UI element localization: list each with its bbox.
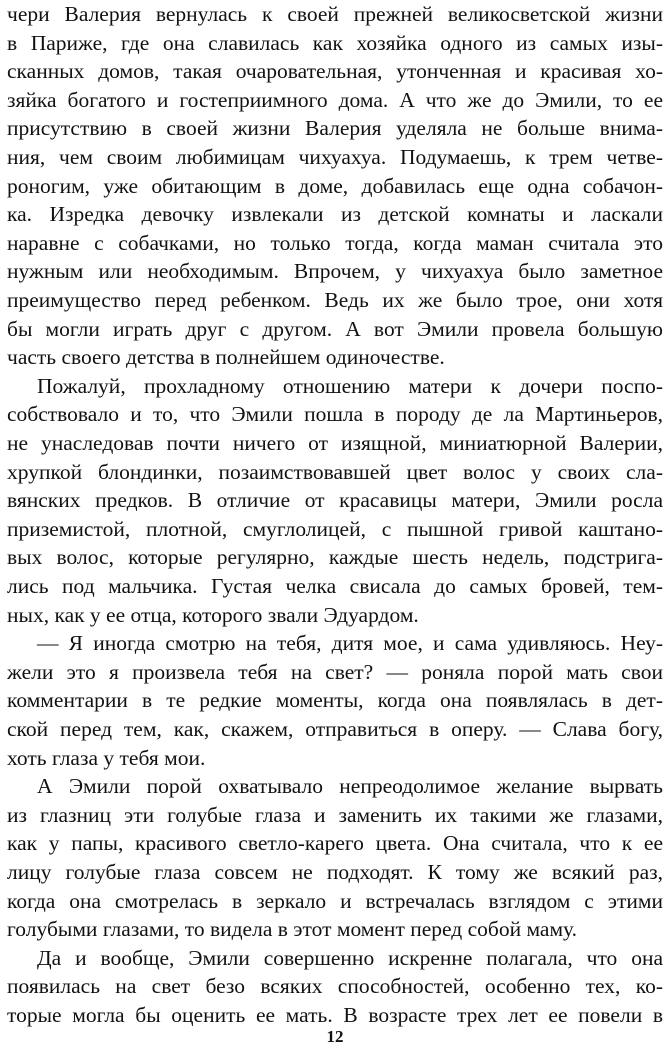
- text-line: из глазниц эти голубые глаза и заменить их такими же глазами,: [7, 802, 663, 827]
- text-line-paragraph-start: — Я иногда смотрю на тебя, дитя мое, и сама удивляюсь. Неу-: [37, 631, 663, 656]
- text-line-paragraph-end: часть своего детства в полнейшем одиночестве.: [7, 345, 445, 370]
- text-line: зяйка богатого и гостеприимного дома. А что же до Эмили, то ее: [7, 87, 663, 112]
- text-line-paragraph-start: Да и вообще, Эмили совершенно искренне полагала, что она: [37, 945, 663, 970]
- text-line: торые могла бы оценить ее мать. В возрасте трех лет ее повели в: [7, 1003, 663, 1027]
- text-line-paragraph-end: ных, как у ее отца, которого звали Эдуардом.: [7, 602, 419, 627]
- text-line: вянских предков. В отличие от красавицы матери, Эмили росла: [7, 488, 663, 513]
- text-line: не унаследовав почти ничего от изящной, миниатюрной Валерии,: [7, 431, 663, 455]
- text-line: лись под мальчика. Густая челка свисала до самых бровей, тем-: [7, 574, 663, 598]
- page-number: 12: [326, 1027, 344, 1046]
- text-line: вых волос, которые регулярно, каждые шесть недель, подстрига-: [7, 545, 663, 570]
- text-line: ской перед тем, как, скажем, отправиться в оперу. — Слава богу,: [7, 717, 663, 741]
- text-line: жели это я произвела тебя на свет? — роняла порой мать свои: [7, 659, 663, 684]
- text-line: сканных домов, такая очаровательная, утонченная и красивая хо-: [7, 59, 663, 84]
- book-page: [7, 0, 663, 1055]
- text-line: как у папы, красивого светло-карего цвета. Она считала, что к ее: [7, 831, 663, 856]
- text-line: приземистой, плотной, смуглолицей, с пышной гривой каштано-: [7, 516, 663, 541]
- text-line-paragraph-end: голубыми глазами, то видела в этот момент перед собой маму.: [7, 917, 578, 942]
- text-line: ния, чем своим любимицам чихуахуа. Подумаешь, к трем четве-: [7, 145, 663, 169]
- text-line: присутствию в своей жизни Валерия уделяла не больше внима-: [7, 116, 663, 141]
- text-line: преимущество перед ребенком. Ведь их же было трое, они хотя: [7, 288, 663, 312]
- text-line: собствовало и то, что Эмили пошла в породу де ла Мартиньеров,: [7, 402, 663, 427]
- text-line: чери Валерия вернулась к своей прежней великосветской жизни: [7, 2, 663, 26]
- text-line-paragraph-start: А Эмили порой охватывало непреодолимое желание вырвать: [37, 774, 663, 799]
- text-line: роногим, уже обитающим в доме, добавилась еще одна собачон-: [7, 173, 663, 198]
- text-line: ка. Изредка девочку извлекали из детской комнаты и ласкали: [7, 202, 663, 227]
- text-line: нужным или необходимым. Впрочем, у чихуахуа было заметное: [7, 259, 663, 284]
- text-line: появилась на свет безо всяких способностей, особенно тех, ко-: [7, 974, 663, 999]
- text-line-paragraph-end: хоть глаза у тебя мои.: [7, 745, 206, 770]
- text-line-paragraph-start: Пожалуй, прохладному отношению матери к дочери поспо-: [37, 373, 663, 398]
- text-line: лицу голубые глаза совсем не подходят. К тому же всякий раз,: [7, 860, 663, 884]
- text-line: когда она смотрелась в зеркало и встречалась взглядом с этими: [7, 888, 663, 913]
- text-line: в Париже, где она славилась как хозяйка одного из самых изы-: [7, 30, 663, 55]
- text-line: бы могли играть друг с другом. А вот Эмили провела большую: [7, 316, 663, 341]
- text-line: наравне с собачками, но только тогда, когда маман считала это: [7, 230, 663, 255]
- text-line: хрупкой блондинки, позаимствовавшей цвет волос у своих сла-: [7, 459, 663, 484]
- text-line: комментарии в те редкие моменты, когда она появлялась в дет-: [7, 688, 663, 713]
